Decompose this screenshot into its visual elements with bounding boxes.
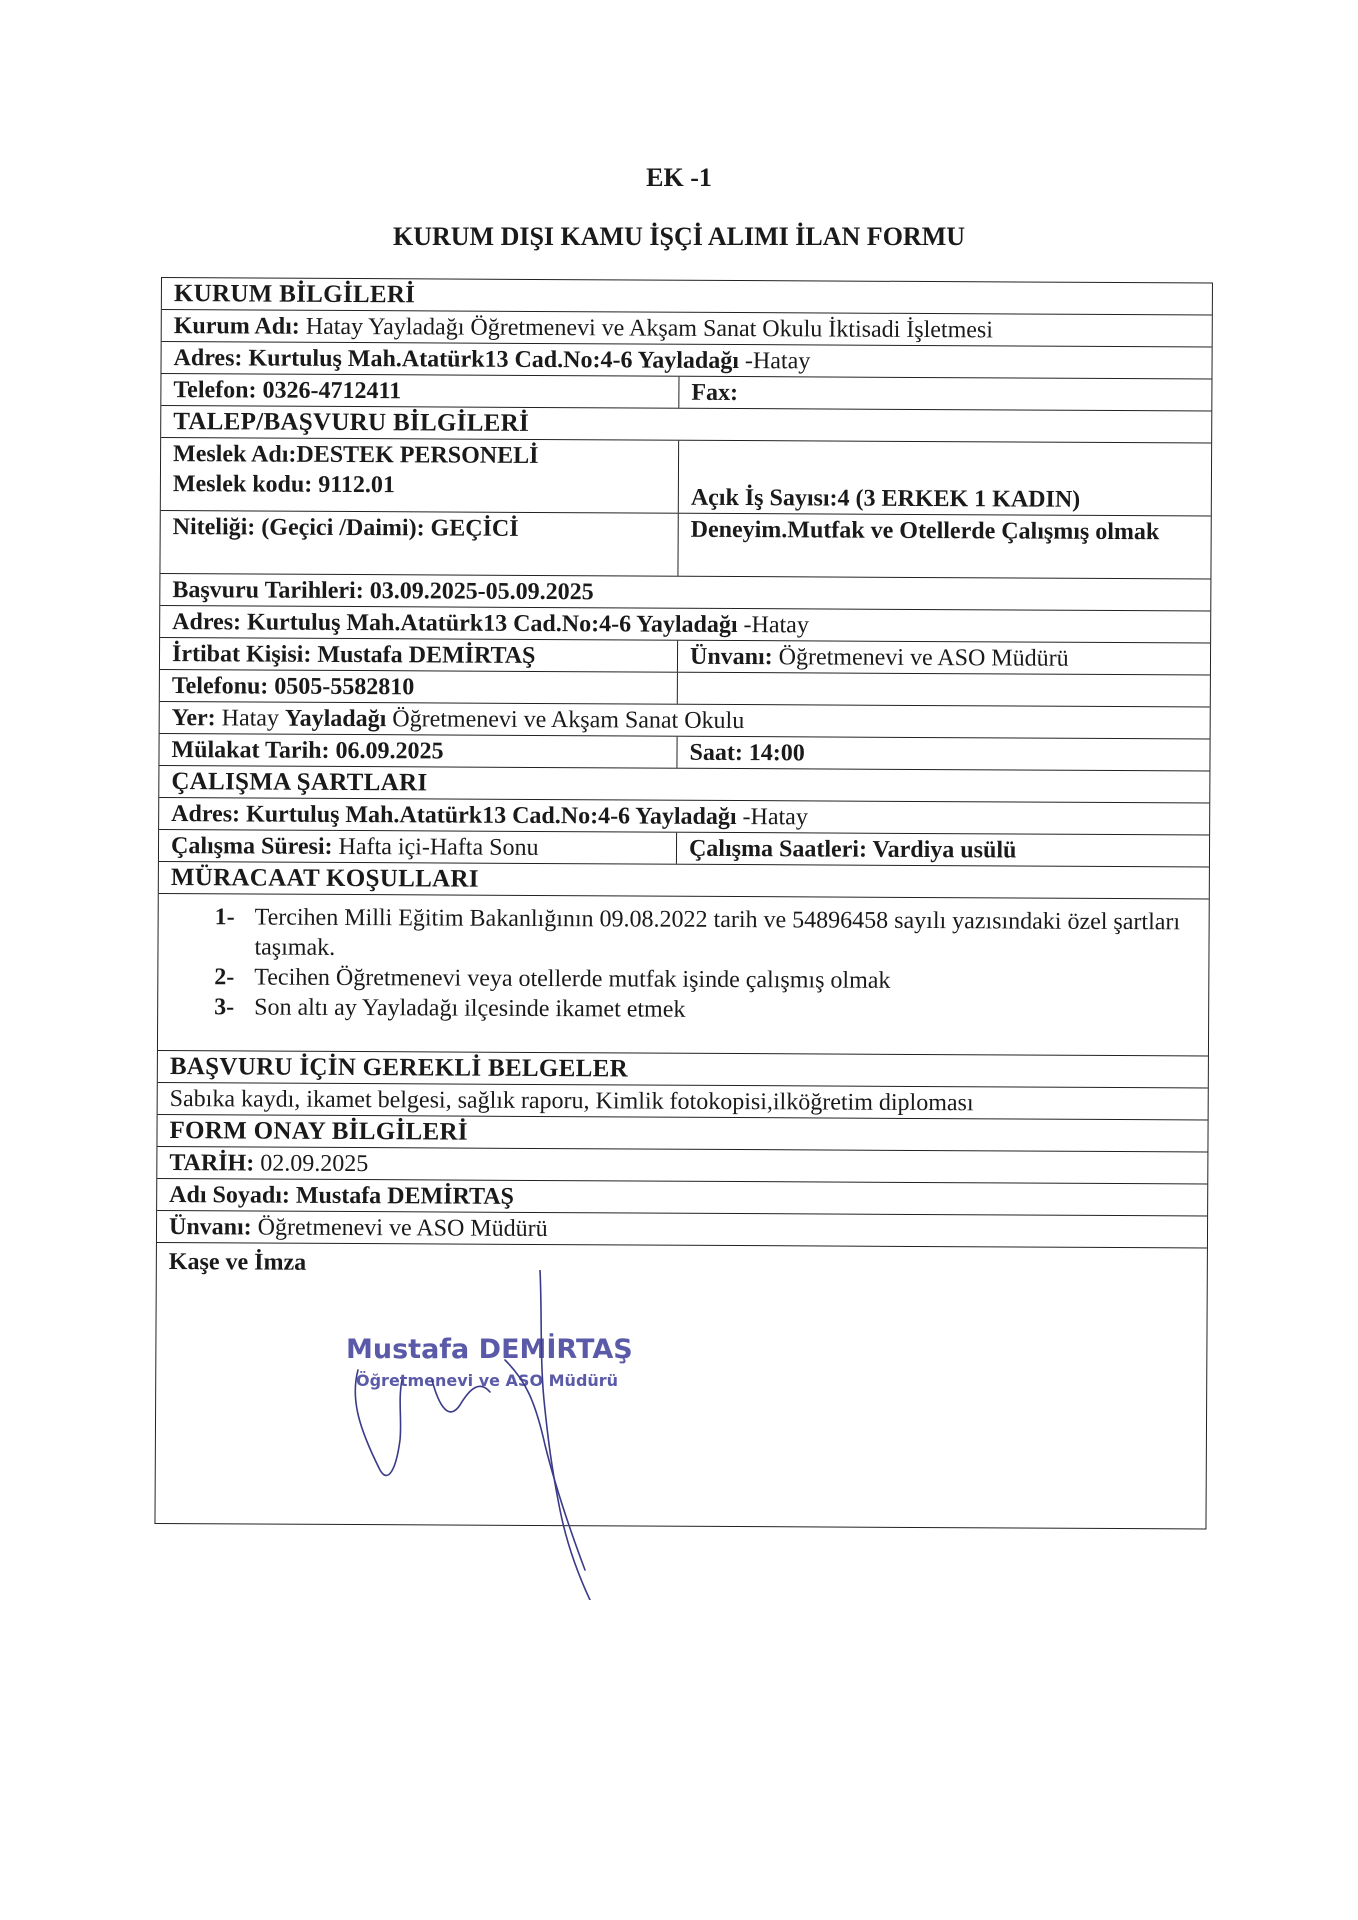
section-title: KURUM BİLGİLERİ — [173, 280, 416, 309]
label: Çalışma Süresi: — [170, 833, 333, 860]
section-title: BAŞVURU İÇİN GEREKLİ BELGELER — [169, 1053, 629, 1083]
annex-label: EK -1 — [646, 163, 712, 192]
value: Hatay — [221, 705, 280, 732]
kase-imza-label: Kaşe ve İmza — [168, 1249, 307, 1276]
label: TARİH: — [169, 1150, 255, 1177]
telefon: Telefon: 0326-4712411 — [161, 374, 679, 408]
label: Yer: — [171, 705, 216, 732]
irtibat-kisisi: İrtibat Kişisi: Mustafa DEMİRTAŞ — [160, 638, 678, 672]
niteligi: Niteliği: (Geçici /Daimi): GEÇİCİ — [160, 511, 678, 576]
item-number: 3- — [214, 994, 235, 1021]
value: Kurtuluş Mah.Atatürk13 Cad.No:4-6 Yayladağı — [246, 801, 737, 831]
acik-is-sayisi: Açık İş Sayısı:4 (3 ERKEK 1 KADIN) — [690, 484, 1081, 513]
label: Adres: — [172, 609, 242, 636]
section-title: MÜRACAAT KOŞULLARI — [170, 864, 479, 893]
item-number: 1- — [214, 904, 235, 931]
value: Kurtuluş Mah.Atatürk13 Cad.No:4-6 Yayladağı — [248, 345, 740, 375]
telefonu: Telefonu: 0505-5582810 — [160, 670, 678, 704]
documents-text: Sabıka kaydı, ikamet belgesi, sağlık raporu, Kimlik fotokopisi,ilköğretim diploması — [169, 1086, 974, 1117]
list-item — [214, 902, 1198, 967]
conditions-list — [158, 894, 1209, 1055]
value: Hafta içi-Hafta Sonu — [338, 833, 539, 861]
section-title: TALEP/BAŞVURU BİLGİLERİ — [173, 408, 530, 437]
label: Ünvanı: — [689, 643, 773, 671]
fax: Fax: — [691, 379, 739, 407]
signature-icon — [340, 1270, 700, 1600]
basvuru-tarihleri: Başvuru Tarihleri: 03.09.2025-05.09.2025 — [172, 577, 594, 606]
row-meslek — [161, 438, 1211, 516]
value: -Hatay — [742, 804, 808, 831]
section-title: FORM ONAY BİLGİLERİ — [169, 1117, 468, 1146]
value: -Hatay — [743, 612, 809, 639]
meslek-kodu: Meslek kodu: 9112.01 — [172, 471, 396, 499]
value: Kurtuluş Mah.Atatürk13 Cad.No:4-6 Yayladağı — [247, 609, 738, 639]
label: Kurum Adı: — [173, 313, 300, 340]
label: Ünvanı: — [168, 1214, 252, 1241]
meslek-adi: Meslek Adı:DESTEK PERSONELİ — [173, 441, 539, 469]
calisma-saatleri: Çalışma Saatleri: Vardiya usülü — [688, 835, 1017, 864]
mulakat-tarih: Mülakat Tarih: 06.09.2025 — [159, 734, 677, 768]
list-item — [214, 992, 1198, 1027]
item-text: Son altı ay Yayladağı ilçesinde ikamet etmek — [254, 994, 686, 1023]
adi-soyadi: Adı Soyadı: Mustafa DEMİRTAŞ — [169, 1182, 515, 1210]
item-text: Tecihen Öğretmenevi veya otellerde mutfak işinde çalışmış olmak — [254, 964, 891, 994]
stamp-name: Mustafa DEMİRTAŞ — [346, 1334, 633, 1365]
value: Hatay Yayladağı Öğretmenevi ve Akşam Sanat Okulu İktisadi İşletmesi — [305, 313, 994, 344]
label: Adres: — [171, 801, 241, 828]
value: Öğretmenevi ve ASO Müdürü — [778, 644, 1069, 672]
stamp-title: Öğretmenevi ve ASO Müdürü — [356, 1371, 619, 1390]
row-muracaat-list — [158, 894, 1209, 1056]
value: -Hatay — [744, 348, 811, 375]
section-title: ÇALIŞMA ŞARTLARI — [171, 768, 428, 797]
form-title: KURUM DIŞI KAMU İŞÇİ ALIMI İLAN FORMU — [392, 222, 966, 251]
value: Yayladağı — [284, 705, 387, 733]
value: Öğretmenevi ve Akşam Sanat Okulu — [392, 706, 745, 735]
item-number: 2- — [214, 964, 235, 991]
label: Adres: — [173, 345, 243, 372]
row-nitelik — [160, 511, 1210, 579]
value: 02.09.2025 — [260, 1150, 369, 1178]
value: Öğretmenevi ve ASO Müdürü — [257, 1214, 548, 1243]
deneyim: Deneyim.Mutfak ve Otellerde Çalışmış olmak — [690, 516, 1160, 546]
item-text: Tercihen Milli Eğitim Bakanlığının 09.08.2022 tarih ve 54896458 sayılı yazısındaki özel şartları taşımak. — [254, 904, 1181, 961]
saat: Saat: 14:00 — [689, 739, 805, 767]
